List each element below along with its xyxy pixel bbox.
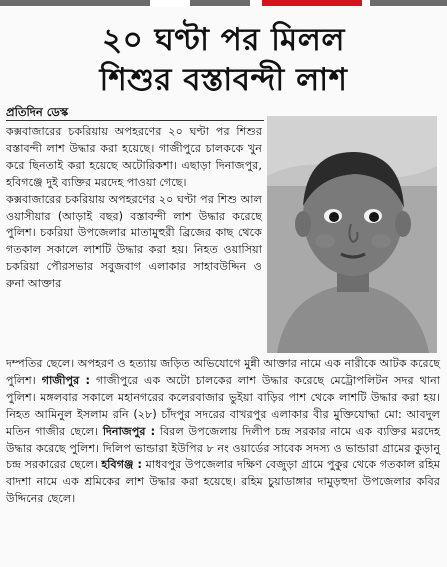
place-label-habiganj: হবিগঞ্জ : (101, 458, 143, 472)
article-paragraph-chakaria: কক্সবাজারের চকরিয়ায় অপহরণের ২০ ঘণ্টা পর শিশু আল ওয়াসীয়ার (আড়াই বছর) বস্তাবন্দী লাশ উদ্ধার করেছে পুলিশ। চকরিয়া উপজেলার মাতামুহুরী ব্রিজের কাছ থেকে গতকাল সকালে লাশটি উদ্ধার করা হয়। নিহত ওয়াসিয়া চকরিয়া পৌরসভার সবুজবাগ এলাকার সাহাবউদ্দিন ও রুনা আক্তার (6, 192, 262, 291)
byline-rule (6, 120, 264, 121)
top-bar-gray-mid (190, 0, 250, 6)
headline (10, 20, 437, 100)
article-full-width-text (6, 356, 440, 508)
article-paragraph-intro: কক্সবাজারের চকরিয়ায় অপহরণের ২০ ঘণ্টা পর শিশুর বস্তাবন্দী লাশ উদ্ধার করা হয়েছে। গাজীপুরে চালককে খুন করে ছিনতাই করা হয়েছে অটোরিকশা। এছাড়া দিনাজপুর, হবিগঞ্জে দুই ব্যক্তির মরদেহ পাওয়া গেছে। (6, 125, 262, 189)
child-photo (267, 116, 437, 353)
article-paragraph-continued (6, 356, 440, 508)
article-column-text (6, 124, 262, 293)
top-bar-gray-right (370, 0, 447, 6)
continued-text: দম্পতির ছেলে। অপহরণ ও হত্যায় জড়িত অভিযোগে মুন্নী আক্তার নামে এক নারীকে আটক করেছে পুলিশ। (6, 357, 440, 387)
gazipur-text: গাজীপুরে এক অটো চালকের লাশ উদ্ধার করেছে মেট্রোপলিটন সদর থানা পুলিশ। মঙ্গলবার সকালে মহানগরের কলেরবাজার ভুইয়া বাড়ির পাশ থেকে লাশটি উদ্ধার করা হয়। নিহত আমিনুল ইসলাম রনি (২৮) চাঁদপুর সদরের বাখরপুর এলাকার বীর মুক্তিযোদ্ধা মো: আবদুল মতিন গাজীর ছেলে। (6, 373, 441, 438)
top-bar-gray-left (0, 0, 150, 6)
place-label-gazipur: গাজীপুর : (41, 373, 91, 387)
top-bar-red (262, 0, 362, 6)
headline-line-1: ২০ ঘণ্টা পর মিলল (102, 22, 345, 58)
headline-line-2: শিশুর বস্তাবন্দী লাশ (99, 62, 348, 98)
dinajpur-text: বিরল উপজেলায় দিলীপ চন্দ্র সরকার নামে এক ব্যক্তির মরদেহ উদ্ধার করেছে পুলিশ। দিলিপ ভান্ডারা ইউপির ৮ নং ওয়ার্ডের সাবেক সদস্য ও ভান্ডারা গ্রামের কুড়ানু চন্দ্র সরকারের ছেলে। (6, 424, 441, 472)
place-label-dinajpur: দিনাজপুর : (102, 424, 156, 438)
habiganj-text: মাধবপুর উপজেলার দক্ষিণ বেজুড়া গ্রামে পুকুর থেকে গতকাল রহিম বাদশা নামে এক শ্রমিকের লাশ উদ্ধার করা হয়েছে। রহিম চুয়াডাঙ্গার দামুড়হুদা উপজেলার কবির উদ্দিনের ছেলে। (6, 458, 441, 506)
top-color-bar (0, 0, 447, 7)
byline: প্রতিদিন ডেস্ক (6, 105, 69, 119)
